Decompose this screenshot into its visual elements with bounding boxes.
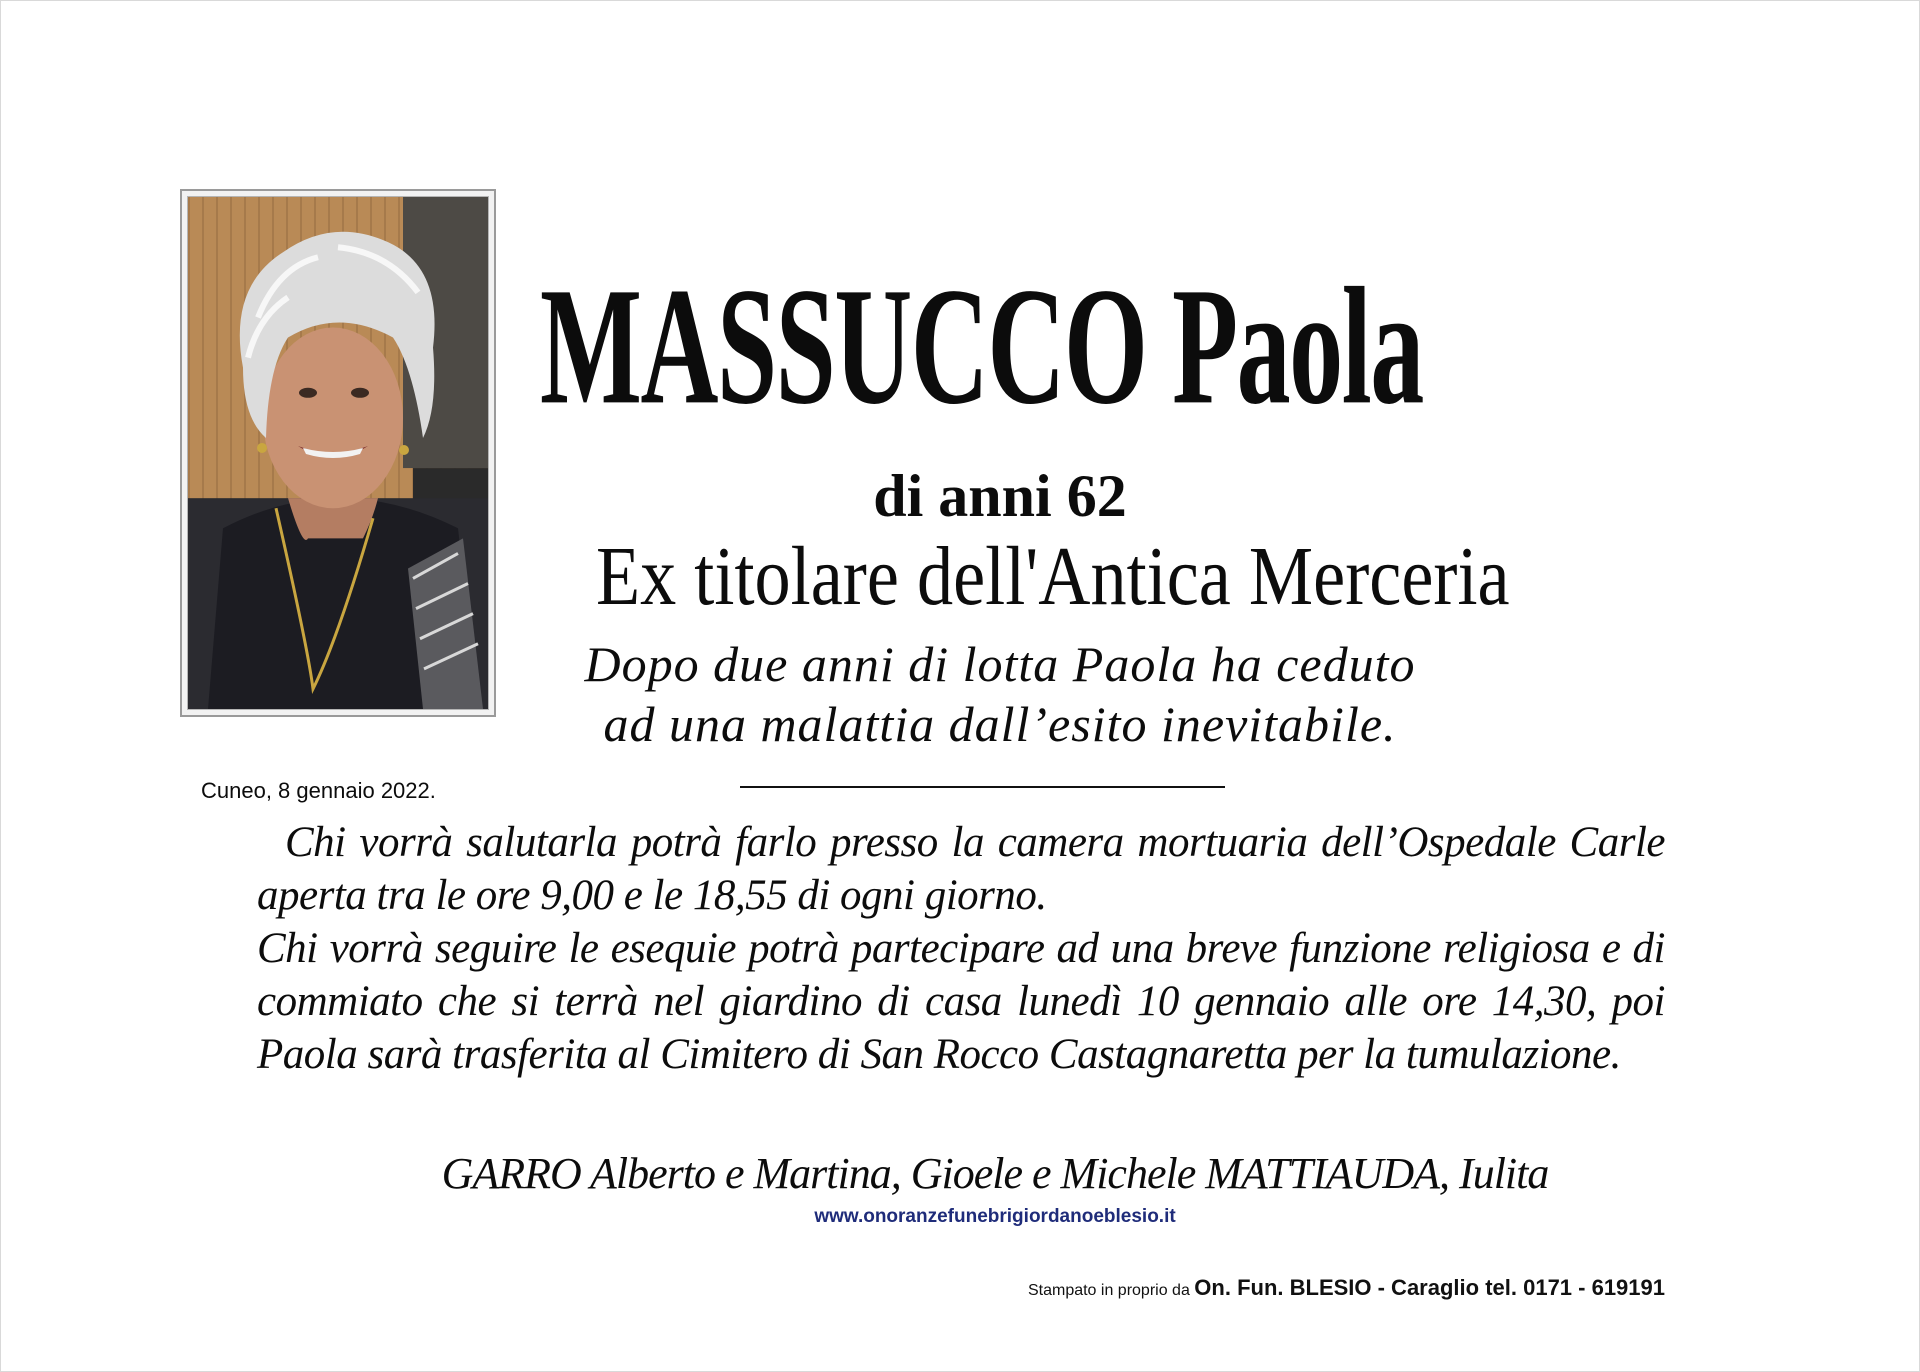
printer-name: On. Fun. BLESIO - Caraglio tel. 0171 - 619191	[1194, 1275, 1665, 1300]
deceased-name: MASSUCCO Paola	[540, 253, 1423, 440]
family-signatures: GARRO Alberto e Martina, Gioele e Michele MATTIAUDA, Iulita	[441, 1149, 1549, 1198]
printer-prefix: Stampato in proprio da	[1027, 1282, 1190, 1299]
divider	[740, 786, 1225, 788]
body-paragraph: Chi vorrà salutarla potrà farlo presso la camera mortuaria dell’Ospedale Carle aperta tra le ore 9,00 e le 18,55 di ogni giorno.	[257, 819, 1665, 919]
age-line: di anni 62	[873, 463, 1127, 529]
printer-credit	[1028, 1275, 1665, 1301]
place-date: Cuneo, 8 gennaio 2022.	[201, 778, 436, 803]
motto-line: Dopo due anni di lotta Paola ha ceduto	[584, 636, 1416, 692]
portrait-photo	[187, 196, 489, 710]
motto-line: ad una malattia dall’esito inevitabile.	[603, 696, 1397, 752]
body-paragraph: Chi vorrà seguire le esequie potrà partecipare ad una breve funzione religiosa e di commiato che si terrà nel giardino di casa lunedì 10 gennaio alle ore 14,30, poi Paola sarà trasferita al Cimitero di San Rocco Castagnaretta per la tumulazione.	[257, 925, 1665, 1078]
role-line: Ex titolare dell'Antica Merceria	[596, 530, 1510, 623]
notice-body	[257, 816, 1665, 1081]
website-link[interactable]: www.onoranzefunebrigiordanoeblesio.it	[814, 1206, 1176, 1227]
portrait-illustration	[188, 197, 488, 709]
